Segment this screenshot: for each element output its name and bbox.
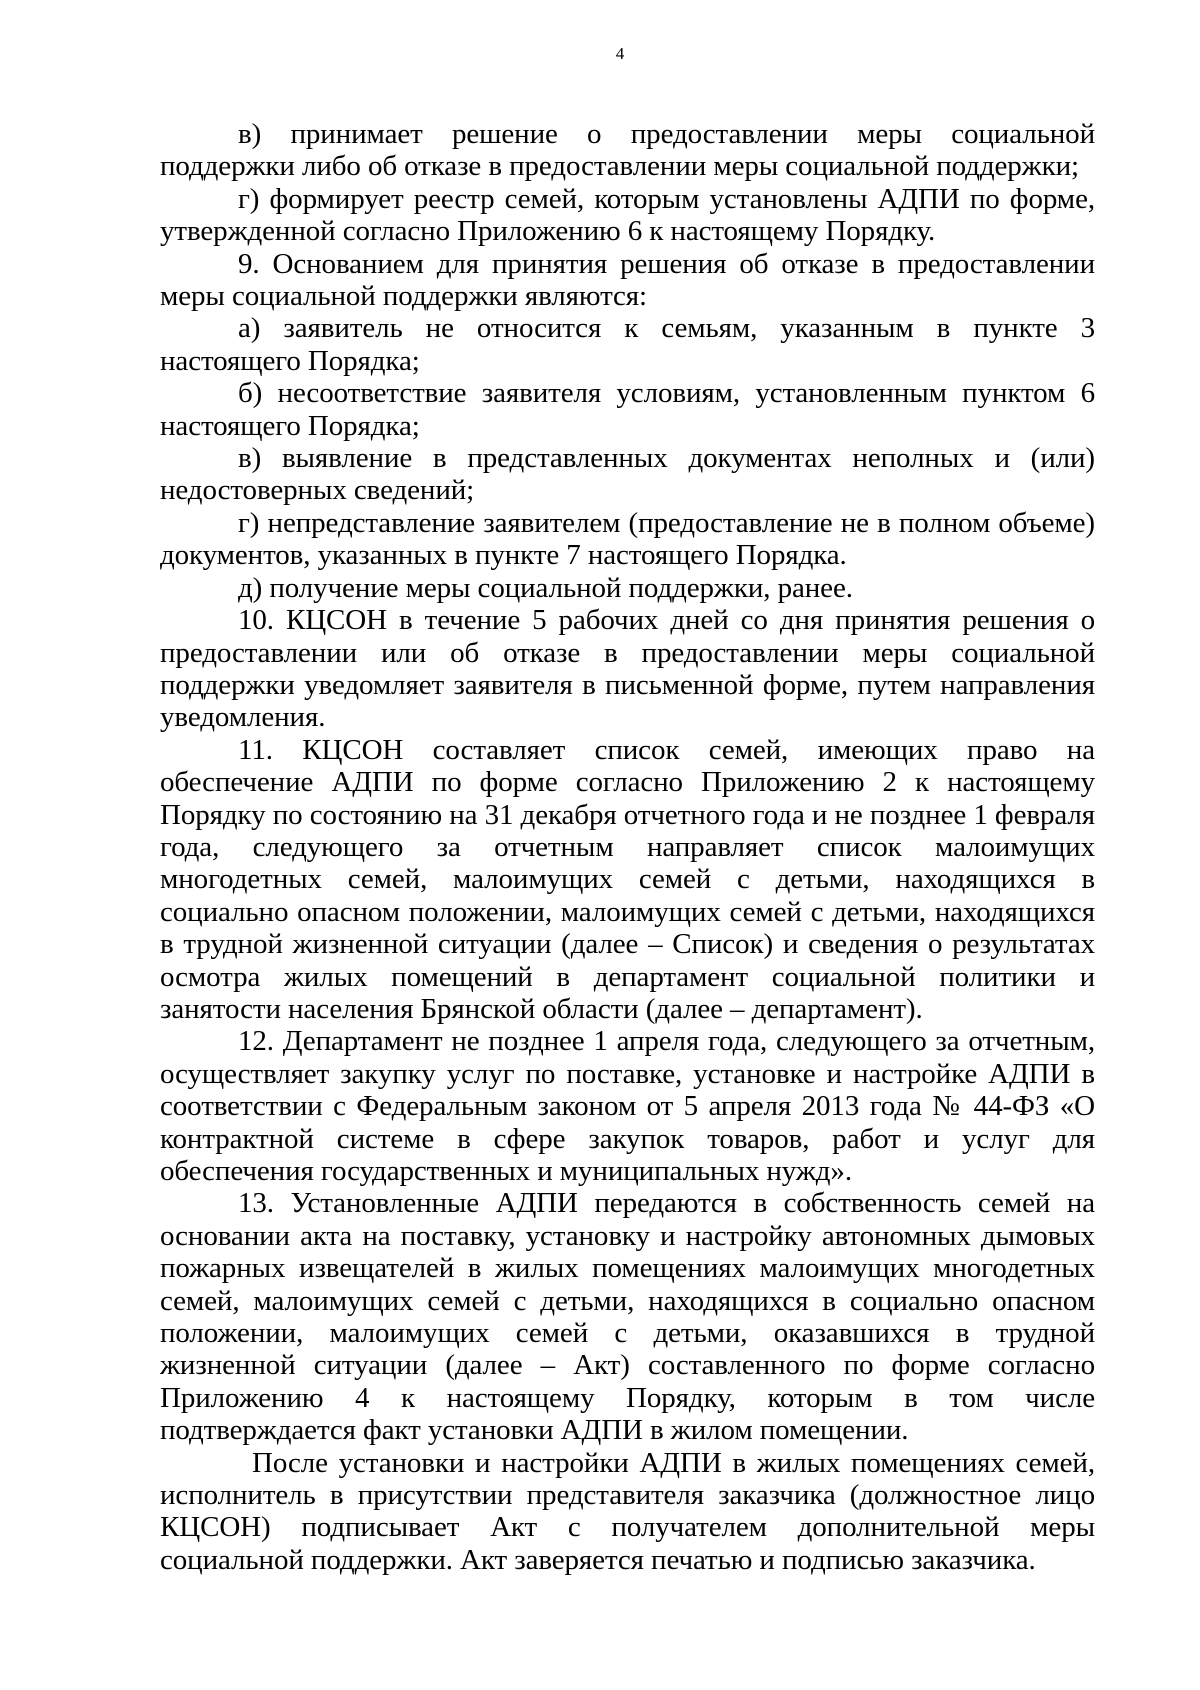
- document-body: [160, 118, 1095, 1576]
- paragraph-8v: в) принимает решение о предоставлении меры социальной поддержки либо об отказе в предоставлении меры социальной поддержки;: [160, 118, 1095, 183]
- page-number: 4: [615, 44, 625, 63]
- paragraph-13: 13. Установленные АДПИ передаются в собственность семей на основании акта на поставку, установку и настройку автономных дымовых пожарных извещателей в жилых помещениях малоимущих многодетных семей, малоимущих семей с детьми, находящихся в социально опасном положении, малоимущих семей с детьми, оказавшихся в трудной жизненной ситуации (далее – Акт) составленного по форме согласно Приложению 4 к настоящему Порядку, которым в том числе подтверждается факт установки АДПИ в жилом помещении.: [160, 1187, 1095, 1447]
- paragraph-9: 9. Основанием для принятия решения об отказе в предоставлении меры социальной поддержки являются:: [160, 247, 1095, 313]
- paragraph-9v: в) выявление в представленных документах неполных и (или) недостоверных сведений;: [160, 442, 1095, 507]
- paragraph-9g: г) непредставление заявителем (предоставление не в полном объеме) документов, указанных в пункте 7 настоящего Порядка.: [160, 506, 1095, 572]
- paragraph-9b: б) несоответствие заявителя условиям, установленным пунктом 6 настоящего Порядка;: [160, 377, 1095, 442]
- paragraph-8g: г) формирует реестр семей, которым установлены АДПИ по форме, утвержденной согласно Приложению 6 к настоящему Порядку.: [160, 182, 1095, 248]
- paragraph-12: 12. Департамент не позднее 1 апреля года, следующего за отчетным, осуществляет закупку услуг по поставке, установке и настройке АДПИ в соответствии с Федеральным законом от 5 апреля 2013 года № 44-ФЗ «О контрактной системе в сфере закупок товаров, работ и услуг для обеспечения государственных и муниципальных нужд».: [160, 1025, 1095, 1187]
- paragraph-10: 10. КЦСОН в течение 5 рабочих дней со дня принятия решения о предоставлении или об отказе в предоставлении меры социальной поддержки уведомляет заявителя в письменной форме, путем направления уведомления.: [160, 604, 1095, 734]
- paragraph-13-continuation: После установки и настройки АДПИ в жилых помещениях семей, исполнитель в присутствии представителя заказчика (должностное лицо КЦСОН) подписывает Акт с получателем дополнительной меры социальной поддержки. Акт заверяется печатью и подписью заказчика.: [160, 1446, 1095, 1576]
- paragraph-9a: а) заявитель не относится к семьям, указанным в пункте 3 настоящего Порядка;: [160, 312, 1095, 377]
- paragraph-11: 11. КЦСОН составляет список семей, имеющих право на обеспечение АДПИ по форме согласно Приложению 2 к настоящему Порядку по состоянию на 31 декабря отчетного года и не позднее 1 февраля года, следующего за отчетным направляет список малоимущих многодетных семей, малоимущих семей с детьми, находящихся в социально опасном положении, малоимущих семей с детьми, находящихся в трудной жизненной ситуации (далее – Список) и сведения о результатах осмотра жилых помещений в департамент социальной политики и занятости населения Брянской области (далее – департамент).: [160, 733, 1095, 1025]
- paragraph-9d: д) получение меры социальной поддержки, ранее.: [238, 571, 853, 604]
